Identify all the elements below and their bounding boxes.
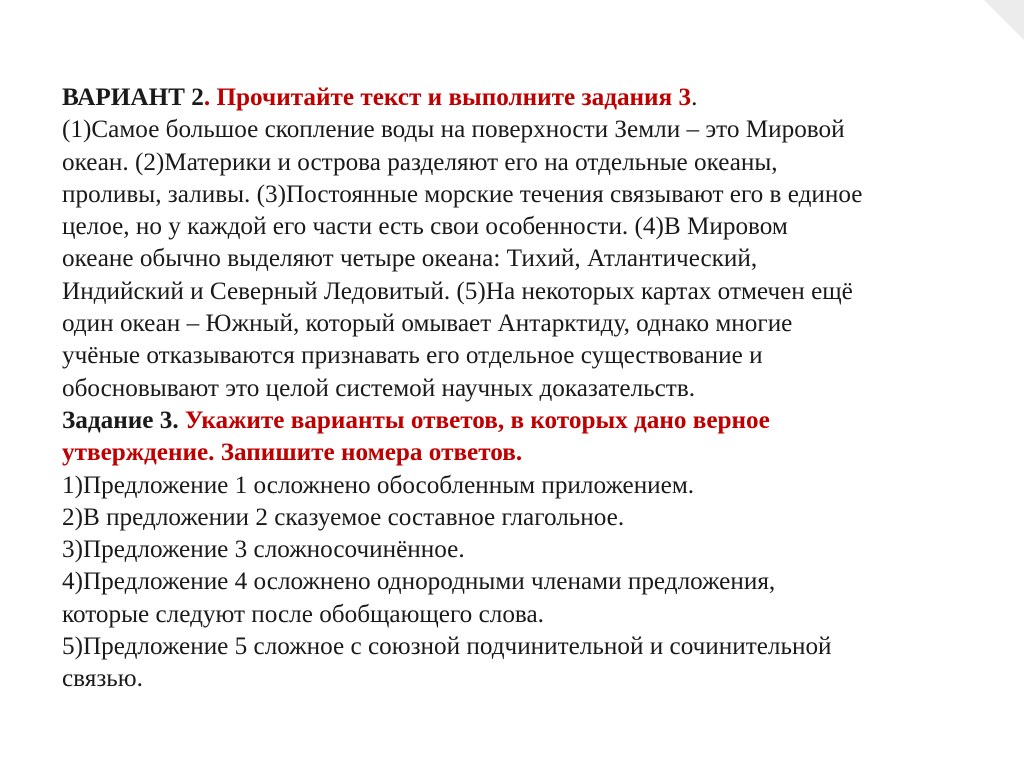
task-instruction-2: утверждение. Запишите номера ответов.	[62, 439, 523, 467]
answer-4-continued: которые следуют после обобщающего слова.	[62, 600, 544, 628]
answer-4: 4)Предложение 4 осложнено однородными членами предложения,	[62, 568, 776, 596]
variant-instruction: Прочитайте текст и выполните задания 3	[216, 84, 692, 111]
text-line-2: океан. (2)Материки и острова разделяют его на отдельные океаны,	[62, 148, 778, 176]
slide-content	[62, 82, 982, 696]
text-line-1: (1)Самое большое скопление воды на поверхности Земли – это Мировой	[62, 116, 845, 144]
text-line-4: целое, но у каждой его части есть свои особенности. (4)В Мировом	[62, 213, 788, 241]
text-line-3: проливы, заливы. (3)Постоянные морские течения связывают его в единое	[62, 180, 863, 208]
text-line-7: один океан – Южный, который омывает Антарктиду, однако многие	[62, 310, 793, 338]
answer-5-continued: связью.	[62, 665, 143, 693]
text-line-8: учёные отказываются признавать его отдельное существование и	[62, 342, 763, 370]
variant-label: ВАРИАНТ 2	[62, 84, 204, 111]
variant-dot: .	[203, 84, 217, 111]
text-line-6: Индийский и Северный Ледовитый. (5)На некоторых картах отмечен ещё	[62, 277, 853, 305]
task-instruction-1: Укажите варианты ответов, в которых дано верное	[184, 406, 770, 434]
task-header	[62, 405, 982, 437]
answer-2: 2)В предложении 2 сказуемое составное глагольное.	[62, 503, 625, 531]
answer-3: 3)Предложение 3 сложносочинённое.	[62, 536, 465, 564]
variant-end-dot: .	[691, 84, 698, 111]
text-line-9: обосновывают это целой системой научных доказательств.	[62, 374, 696, 402]
variant-header	[62, 82, 982, 114]
task-label: Задание 3.	[62, 406, 179, 434]
corner-decoration	[984, 0, 1024, 40]
answer-5: 5)Предложение 5 сложное с союзной подчинительной и сочинительной	[62, 633, 832, 661]
answer-1: 1)Предложение 1 осложнено обособленным приложением.	[62, 471, 695, 499]
text-line-5: океане обычно выделяют четыре океана: Тихий, Атлантический,	[62, 245, 758, 273]
